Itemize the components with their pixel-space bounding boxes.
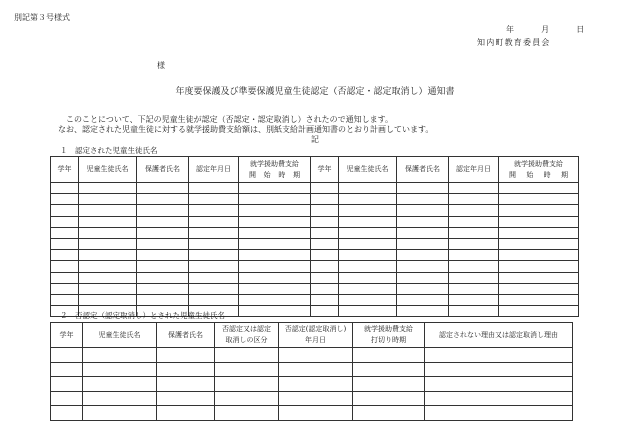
table2-cell[interactable] xyxy=(425,391,573,406)
table2-header-row xyxy=(51,323,573,348)
col-aid-start-2-line2: 開 始 時 期 xyxy=(509,170,568,179)
table1-cell[interactable] xyxy=(339,194,397,205)
col-guardian-name: 保護者氏名 xyxy=(157,323,215,348)
table1-cell[interactable] xyxy=(137,283,189,294)
table1-cell[interactable] xyxy=(51,294,79,305)
col-approval-date-2: 認定年月日 xyxy=(449,157,499,183)
table1-cell[interactable] xyxy=(51,238,79,249)
table2-cell[interactable] xyxy=(83,362,157,377)
table1-cell[interactable] xyxy=(449,216,499,227)
table1-row xyxy=(51,194,579,205)
table1-cell[interactable] xyxy=(137,194,189,205)
table1-cell[interactable] xyxy=(311,227,339,238)
table1-cell[interactable] xyxy=(499,272,579,283)
table1-cell[interactable] xyxy=(311,183,339,194)
table2-cell[interactable] xyxy=(425,362,573,377)
table1-cell[interactable] xyxy=(137,238,189,249)
date-year-label: 年 xyxy=(506,25,514,34)
issuer-name: 知内町教育委員会 xyxy=(477,38,551,47)
table1-row xyxy=(51,250,579,261)
table2-cell[interactable] xyxy=(215,391,279,406)
table1-cell[interactable] xyxy=(449,227,499,238)
table1-cell[interactable] xyxy=(189,183,239,194)
col-category: 否認定又は認定 取消しの区分 xyxy=(215,323,279,348)
table1-cell[interactable] xyxy=(311,283,339,294)
table1-cell[interactable] xyxy=(397,294,449,305)
form-number: 別記第３号様式 xyxy=(14,13,70,22)
table1-cell[interactable] xyxy=(189,294,239,305)
col-grade: 学年 xyxy=(51,323,83,348)
table2-cell[interactable] xyxy=(157,406,215,421)
col-aid-cutoff: 就学援助費支給 打切り時期 xyxy=(353,323,425,348)
table1-cell[interactable] xyxy=(51,205,79,216)
table2-row xyxy=(51,348,573,363)
table1-cell[interactable] xyxy=(239,272,311,283)
table2-cell[interactable] xyxy=(51,362,83,377)
table2-cell[interactable] xyxy=(83,377,157,392)
body-paragraph-2: なお、認定された児童生徒に対する就学援助費支給額は、別紙支給計画通知書のとおり計画しています。 xyxy=(58,125,434,134)
table1-cell[interactable] xyxy=(51,216,79,227)
table1-cell[interactable] xyxy=(189,216,239,227)
table2-row xyxy=(51,406,573,421)
table1-cell[interactable] xyxy=(339,205,397,216)
table1-cell[interactable] xyxy=(499,283,579,294)
table1-cell[interactable] xyxy=(397,227,449,238)
table1-row xyxy=(51,205,579,216)
table1-cell[interactable] xyxy=(499,183,579,194)
table1-cell[interactable] xyxy=(239,194,311,205)
col-student-name-2: 児童生徒氏名 xyxy=(339,157,397,183)
table1-cell[interactable] xyxy=(339,238,397,249)
table1-cell[interactable] xyxy=(339,216,397,227)
table1-cell[interactable] xyxy=(339,306,397,317)
table2-cell[interactable] xyxy=(425,348,573,363)
table1-cell[interactable] xyxy=(239,250,311,261)
table2-cell[interactable] xyxy=(51,391,83,406)
table1-cell[interactable] xyxy=(449,238,499,249)
table1-cell[interactable] xyxy=(137,216,189,227)
table1-row xyxy=(51,294,579,305)
table2-cell[interactable] xyxy=(279,391,353,406)
col-aid-start-line2: 開 始 時 期 xyxy=(249,170,300,179)
table2-cell[interactable] xyxy=(279,377,353,392)
table2-row xyxy=(51,391,573,406)
table1-row xyxy=(51,227,579,238)
table2-cell[interactable] xyxy=(83,406,157,421)
table1-cell[interactable] xyxy=(449,283,499,294)
table1-cell[interactable] xyxy=(239,216,311,227)
table1-cell[interactable] xyxy=(397,306,449,317)
table1-header-row xyxy=(51,157,579,183)
table1-cell[interactable] xyxy=(311,238,339,249)
table1-cell[interactable] xyxy=(137,250,189,261)
col-grade: 学年 xyxy=(51,157,79,183)
table2-cell[interactable] xyxy=(157,391,215,406)
table1-cell[interactable] xyxy=(499,294,579,305)
table1-cell[interactable] xyxy=(499,227,579,238)
table1-cell[interactable] xyxy=(397,250,449,261)
table1-cell[interactable] xyxy=(397,261,449,272)
table1-cell[interactable] xyxy=(311,250,339,261)
table1-cell[interactable] xyxy=(239,183,311,194)
table2-cell[interactable] xyxy=(157,377,215,392)
table1-cell[interactable] xyxy=(449,306,499,317)
col-guardian-name-2: 保護者氏名 xyxy=(397,157,449,183)
table1-cell[interactable] xyxy=(339,294,397,305)
table1-cell[interactable] xyxy=(79,194,137,205)
table1-cell[interactable] xyxy=(137,294,189,305)
table1-cell[interactable] xyxy=(189,283,239,294)
table1-cell[interactable] xyxy=(51,272,79,283)
table1-cell[interactable] xyxy=(137,227,189,238)
table1-cell[interactable] xyxy=(79,205,137,216)
table1-cell[interactable] xyxy=(311,306,339,317)
table1-cell[interactable] xyxy=(239,294,311,305)
table1-cell[interactable] xyxy=(499,238,579,249)
table1-cell[interactable] xyxy=(79,272,137,283)
table1-cell[interactable] xyxy=(189,227,239,238)
table1-cell[interactable] xyxy=(79,261,137,272)
table2-row xyxy=(51,377,573,392)
table2-cell[interactable] xyxy=(215,348,279,363)
table1-cell[interactable] xyxy=(239,238,311,249)
table1-cell[interactable] xyxy=(189,250,239,261)
table1-cell[interactable] xyxy=(397,205,449,216)
table1-cell[interactable] xyxy=(499,261,579,272)
table1-cell[interactable] xyxy=(339,272,397,283)
col-guardian-name: 保護者氏名 xyxy=(137,157,189,183)
col-rejection-date: 否認定(認定取消し) 年月日 xyxy=(279,323,353,348)
table1-cell[interactable] xyxy=(449,294,499,305)
ki-heading: 記 xyxy=(311,135,319,144)
table2-cell[interactable] xyxy=(51,348,83,363)
addressee-suffix: 様 xyxy=(157,61,165,70)
table2-cell[interactable] xyxy=(51,406,83,421)
table1-cell[interactable] xyxy=(449,194,499,205)
table1-cell[interactable] xyxy=(79,238,137,249)
table1-cell[interactable] xyxy=(449,261,499,272)
table1-cell[interactable] xyxy=(397,283,449,294)
table1-cell[interactable] xyxy=(239,227,311,238)
table2-row xyxy=(51,362,573,377)
date-day-label: 日 xyxy=(576,25,585,34)
col-aid-start-2 xyxy=(499,157,579,183)
col-grade-2: 学年 xyxy=(311,157,339,183)
table1-cell[interactable] xyxy=(79,283,137,294)
table1-cell[interactable] xyxy=(239,261,311,272)
table1-cell[interactable] xyxy=(137,183,189,194)
table1-cell[interactable] xyxy=(189,272,239,283)
table1-cell[interactable] xyxy=(311,216,339,227)
table2-cell[interactable] xyxy=(51,377,83,392)
table2-cell[interactable] xyxy=(157,348,215,363)
table1-cell[interactable] xyxy=(51,250,79,261)
col-student-name: 児童生徒氏名 xyxy=(83,323,157,348)
table1-cell[interactable] xyxy=(499,306,579,317)
table2-cell[interactable] xyxy=(279,406,353,421)
table1-cell[interactable] xyxy=(189,205,239,216)
table2-cell[interactable] xyxy=(425,406,573,421)
body-paragraph-1: このことについて、下記の児童生徒が認定（否認定・認定取消し）されたので通知します。 xyxy=(66,115,394,124)
table2-cell[interactable] xyxy=(353,362,425,377)
table1-cell[interactable] xyxy=(499,205,579,216)
table2-cell[interactable] xyxy=(353,391,425,406)
table2-cell[interactable] xyxy=(279,362,353,377)
table1-cell[interactable] xyxy=(51,283,79,294)
table2-cell[interactable] xyxy=(215,406,279,421)
table1-cell[interactable] xyxy=(79,216,137,227)
table1-cell[interactable] xyxy=(339,261,397,272)
table1-cell[interactable] xyxy=(311,294,339,305)
table2-cell[interactable] xyxy=(215,377,279,392)
table2-cell[interactable] xyxy=(157,362,215,377)
table1-cell[interactable] xyxy=(311,205,339,216)
table1-cell[interactable] xyxy=(311,194,339,205)
table2-cell[interactable] xyxy=(215,362,279,377)
table1-cell[interactable] xyxy=(239,283,311,294)
table1-cell[interactable] xyxy=(51,183,79,194)
table2-cell[interactable] xyxy=(425,377,573,392)
table1-cell[interactable] xyxy=(449,272,499,283)
table1-cell[interactable] xyxy=(397,194,449,205)
table2-cell[interactable] xyxy=(83,348,157,363)
table1-cell[interactable] xyxy=(311,261,339,272)
table1-cell[interactable] xyxy=(397,216,449,227)
col-aid-start xyxy=(239,157,311,183)
rejected-students-table xyxy=(50,322,573,421)
table1-cell[interactable] xyxy=(397,272,449,283)
table1-cell[interactable] xyxy=(449,183,499,194)
section2-heading: ２ 否認定（認定取消し）とされた児童生徒氏名 xyxy=(60,311,225,320)
table1-cell[interactable] xyxy=(137,272,189,283)
table1-cell[interactable] xyxy=(449,205,499,216)
col-aid-start-line1: 就学援助費支給 xyxy=(250,159,299,168)
table1-cell[interactable] xyxy=(499,250,579,261)
table2-cell[interactable] xyxy=(83,391,157,406)
table1-cell[interactable] xyxy=(137,205,189,216)
table2-cell[interactable] xyxy=(353,406,425,421)
table1-cell[interactable] xyxy=(397,238,449,249)
section1-heading: １ 認定された児童生徒氏名 xyxy=(60,146,158,155)
table1-row xyxy=(51,216,579,227)
table1-cell[interactable] xyxy=(189,194,239,205)
table1-cell[interactable] xyxy=(239,306,311,317)
table1-cell[interactable] xyxy=(449,250,499,261)
table1-cell[interactable] xyxy=(189,261,239,272)
table1-cell[interactable] xyxy=(137,261,189,272)
table1-cell[interactable] xyxy=(339,183,397,194)
table1-cell[interactable] xyxy=(397,183,449,194)
table2-cell[interactable] xyxy=(279,348,353,363)
table1-cell[interactable] xyxy=(51,227,79,238)
table1-cell[interactable] xyxy=(499,194,579,205)
table1-cell[interactable] xyxy=(79,183,137,194)
table1-cell[interactable] xyxy=(51,194,79,205)
table1-cell[interactable] xyxy=(339,283,397,294)
col-approval-date: 認定年月日 xyxy=(189,157,239,183)
date-month-label: 月 xyxy=(541,25,550,34)
approved-students-table xyxy=(50,156,579,317)
table1-cell[interactable] xyxy=(79,250,137,261)
col-student-name: 児童生徒氏名 xyxy=(79,157,137,183)
table1-row xyxy=(51,183,579,194)
table1-body xyxy=(51,183,579,317)
table1-cell[interactable] xyxy=(51,261,79,272)
table1-cell[interactable] xyxy=(79,294,137,305)
table1-cell[interactable] xyxy=(311,272,339,283)
table2-cell[interactable] xyxy=(353,377,425,392)
table2-cell[interactable] xyxy=(353,348,425,363)
table1-row xyxy=(51,283,579,294)
table1-cell[interactable] xyxy=(339,227,397,238)
table1-cell[interactable] xyxy=(189,238,239,249)
col-aid-start-2-line1: 就学援助費支給 xyxy=(514,159,563,168)
table1-cell[interactable] xyxy=(79,227,137,238)
col-reason: 認定されない理由又は認定取消し理由 xyxy=(425,323,573,348)
date-line xyxy=(506,24,584,35)
table2-body xyxy=(51,348,573,421)
table1-row xyxy=(51,238,579,249)
table1-cell[interactable] xyxy=(339,250,397,261)
table1-row xyxy=(51,272,579,283)
table1-row xyxy=(51,261,579,272)
table1-cell[interactable] xyxy=(499,216,579,227)
document-title: 年度要保護及び準要保護児童生徒認定（否認定・認定取消し）通知書 xyxy=(175,87,455,97)
table1-cell[interactable] xyxy=(239,205,311,216)
